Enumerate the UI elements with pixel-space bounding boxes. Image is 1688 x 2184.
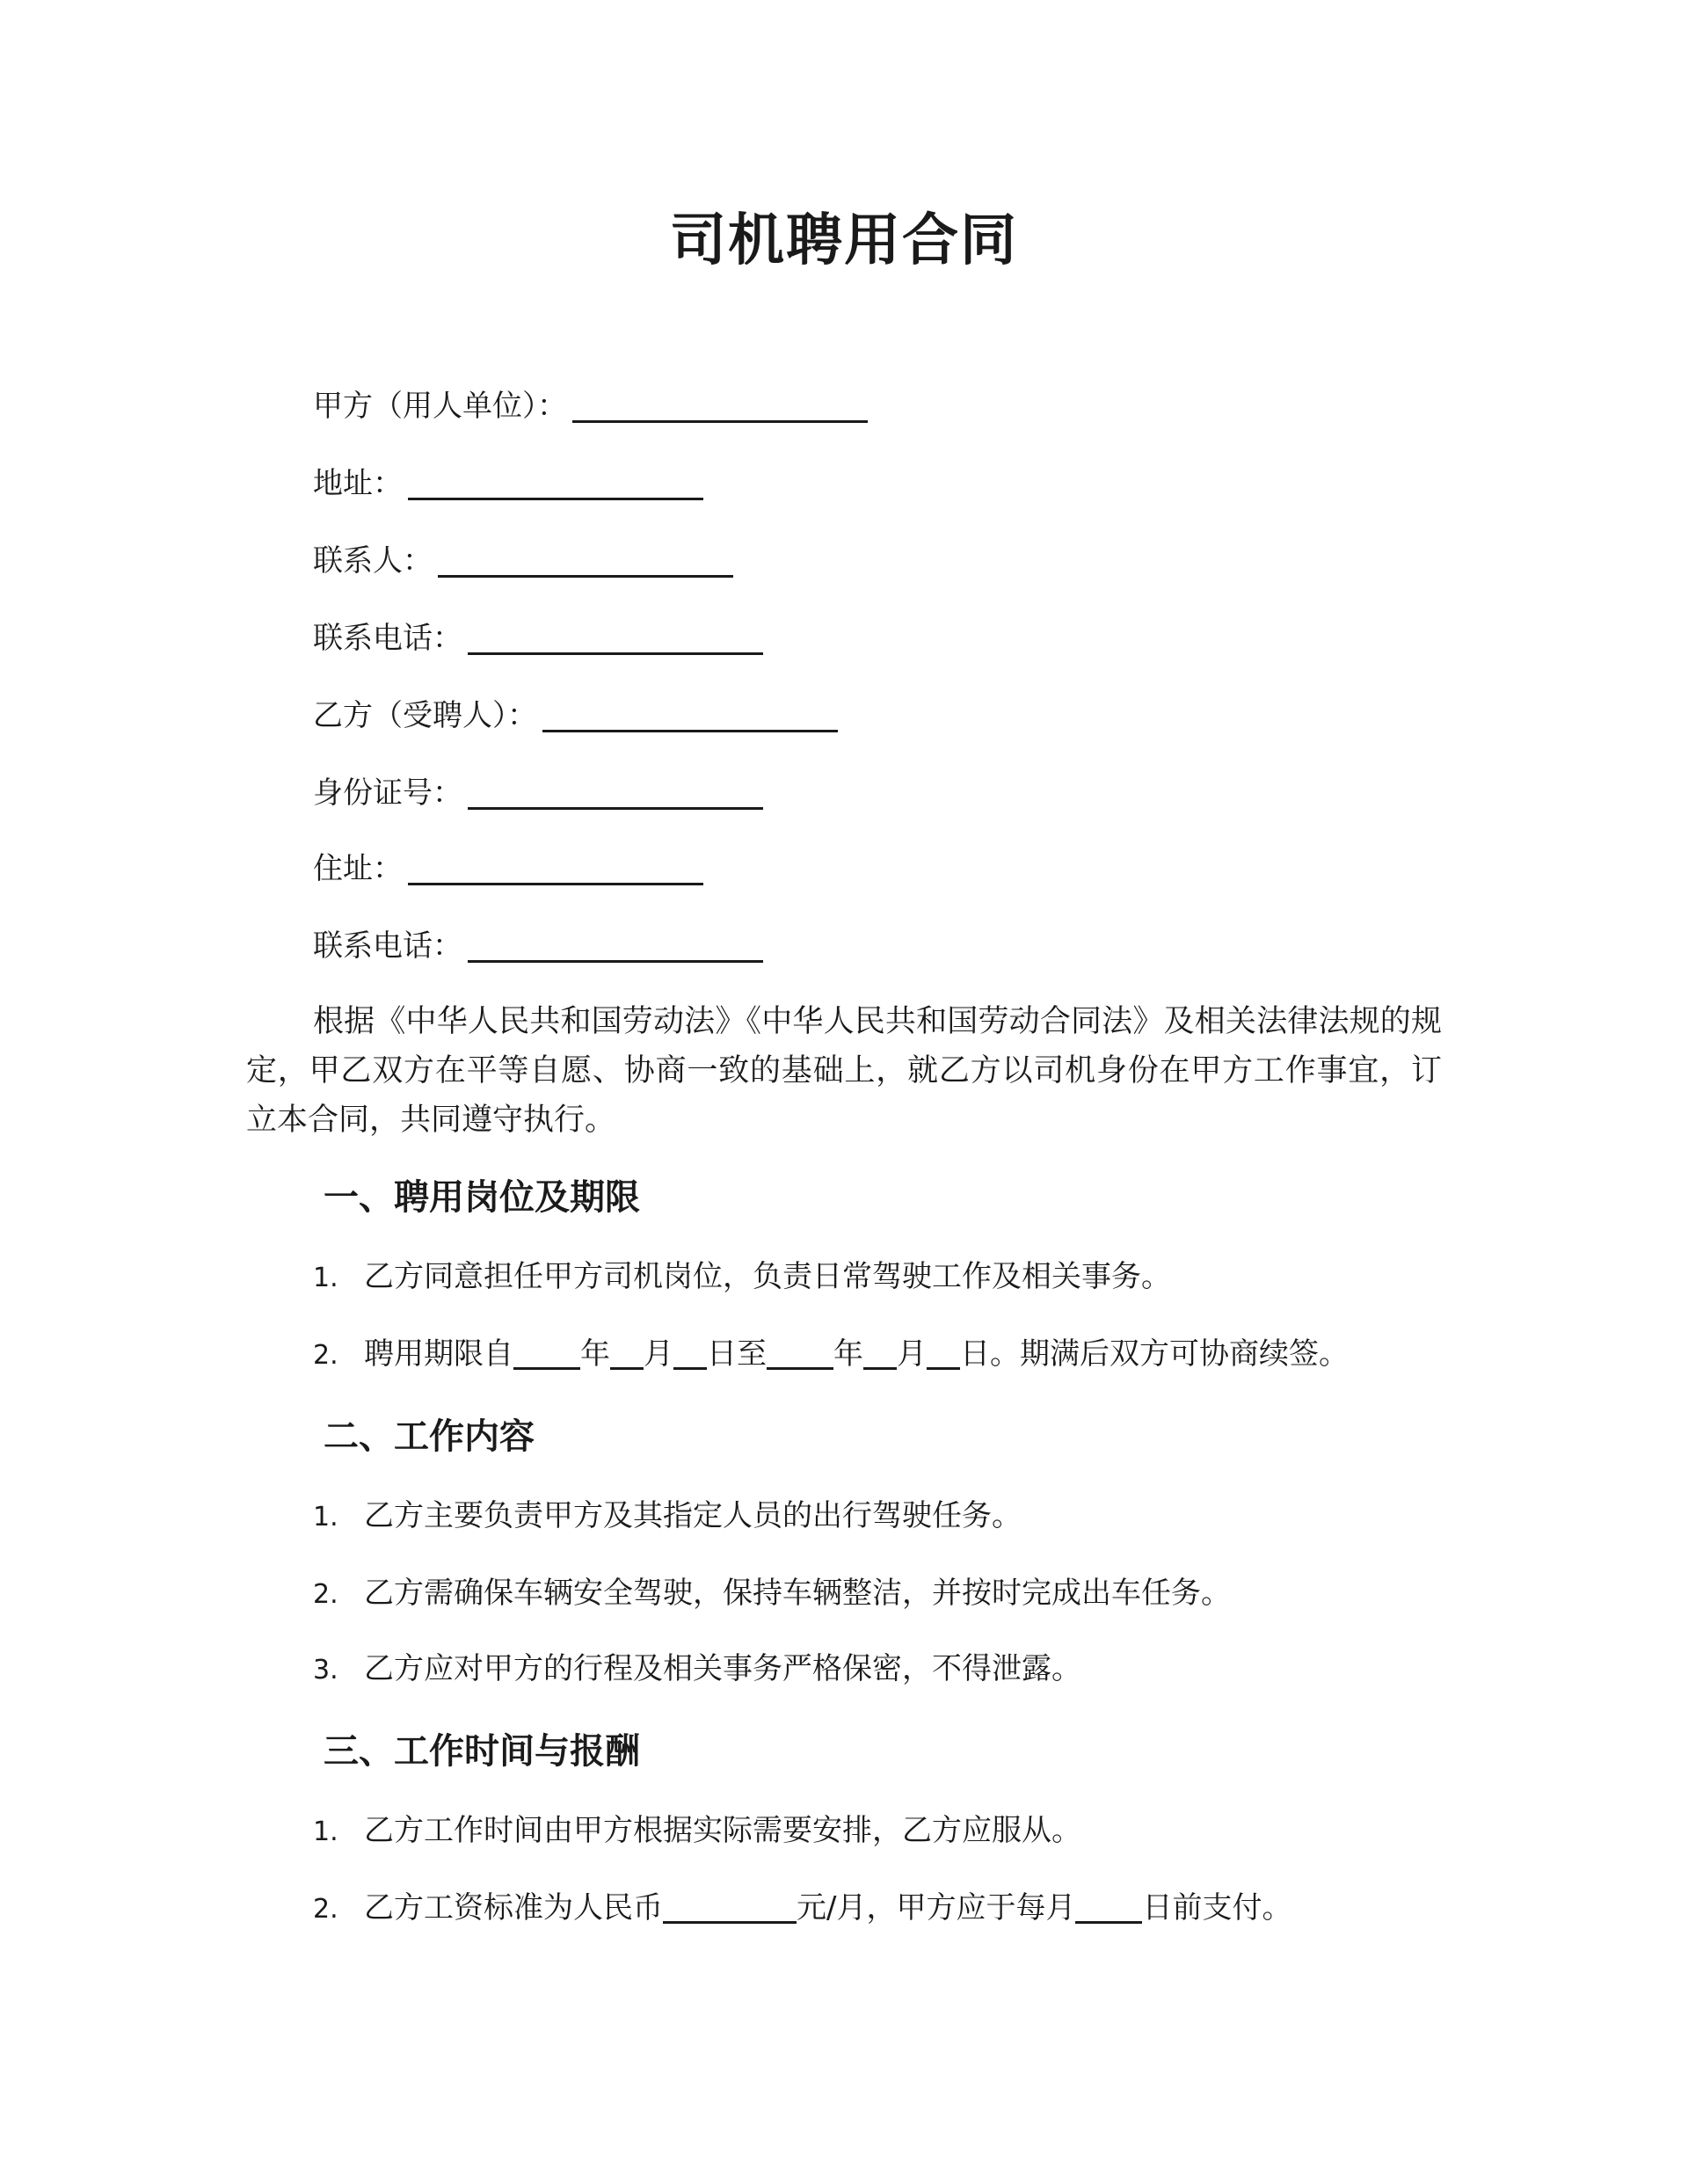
item-text: 日至 bbox=[707, 1336, 767, 1372]
party-a-label: 甲方（用人单位）： bbox=[313, 389, 567, 424]
year-blank[interactable] bbox=[513, 1341, 580, 1370]
item-text: 日。期满后双方可协商续签。 bbox=[960, 1336, 1349, 1372]
party-a-address-label: 地址： bbox=[313, 466, 403, 501]
list-item bbox=[313, 1333, 1349, 1377]
section-heading: 三、工作时间与报酬 bbox=[324, 1731, 640, 1772]
party-a-phone-label: 联系电话： bbox=[313, 621, 462, 656]
party-b-blank[interactable] bbox=[542, 702, 838, 732]
party-a-phone-field bbox=[313, 617, 763, 659]
item-number: 1. bbox=[313, 1816, 338, 1847]
list-item bbox=[313, 1887, 1291, 1931]
item-text: 月 bbox=[644, 1336, 673, 1372]
month-blank[interactable] bbox=[610, 1341, 644, 1370]
party-b-label: 乙方（受聘人）： bbox=[313, 698, 537, 733]
item-text: 月 bbox=[897, 1336, 927, 1372]
party-b-phone-blank[interactable] bbox=[468, 932, 763, 963]
party-b-phone-label: 联系电话： bbox=[313, 928, 462, 964]
item-text: 乙方应对甲方的行程及相关事务严格保密，不得泄露。 bbox=[364, 1651, 1081, 1686]
list-item bbox=[313, 1256, 1171, 1299]
party-a-contact-field bbox=[313, 540, 733, 582]
preamble-paragraph: 根据《中华人民共和国劳动法》《中华人民共和国劳动合同法》及相关法律法规的规定，甲乙双方在平等自愿、协商一致的基础上，就乙方以司机身份在甲方工作事宜，订立本合同，共同遵守执行。 bbox=[246, 1004, 1442, 1138]
party-a-field bbox=[313, 385, 868, 427]
item-number: 2. bbox=[313, 1894, 338, 1925]
list-item bbox=[313, 1495, 1022, 1539]
list-item bbox=[313, 1809, 1081, 1853]
party-b-id-blank[interactable] bbox=[468, 779, 763, 810]
item-text: 元/月，甲方应于每月 bbox=[797, 1890, 1076, 1926]
month-blank[interactable] bbox=[863, 1341, 897, 1370]
day-blank[interactable] bbox=[673, 1341, 707, 1370]
section-heading: 一、聘用岗位及期限 bbox=[324, 1177, 640, 1218]
party-a-contact-blank[interactable] bbox=[438, 547, 733, 578]
party-b-address-blank[interactable] bbox=[408, 855, 703, 885]
section-heading: 二、工作内容 bbox=[324, 1416, 535, 1457]
item-text: 年 bbox=[580, 1336, 610, 1372]
list-item bbox=[313, 1648, 1081, 1692]
pay-day-blank[interactable] bbox=[1075, 1895, 1142, 1924]
day-blank[interactable] bbox=[927, 1341, 960, 1370]
party-b-id-label: 身份证号： bbox=[313, 775, 462, 811]
party-a-phone-blank[interactable] bbox=[468, 624, 763, 655]
party-a-address-blank[interactable] bbox=[408, 470, 703, 500]
item-number: 1. bbox=[313, 1263, 338, 1293]
item-text: 乙方工作时间由甲方根据实际需要安排，乙方应服从。 bbox=[364, 1813, 1081, 1848]
salary-blank[interactable] bbox=[663, 1895, 797, 1924]
item-number: 3. bbox=[313, 1655, 338, 1685]
party-b-id-field bbox=[313, 772, 763, 814]
party-a-address-field bbox=[313, 462, 703, 505]
item-text: 乙方主要负责甲方及其指定人员的出行驾驶任务。 bbox=[364, 1498, 1022, 1533]
party-b-phone-field bbox=[313, 925, 763, 967]
party-a-contact-label: 联系人： bbox=[313, 543, 433, 579]
page-title: 司机聘用合同 bbox=[670, 208, 1018, 273]
party-b-address-label: 住址： bbox=[313, 851, 403, 886]
item-number: 1. bbox=[313, 1502, 338, 1532]
item-text: 乙方工资标准为人民币 bbox=[364, 1890, 663, 1926]
item-number: 2. bbox=[313, 1579, 338, 1610]
party-b-field bbox=[313, 695, 838, 737]
year-blank[interactable] bbox=[767, 1341, 833, 1370]
item-text: 乙方同意担任甲方司机岗位，负责日常驾驶工作及相关事务。 bbox=[364, 1259, 1171, 1294]
party-a-blank[interactable] bbox=[572, 392, 868, 423]
party-b-address-field bbox=[313, 848, 703, 890]
item-text: 乙方需确保车辆安全驾驶，保持车辆整洁，并按时完成出车任务。 bbox=[364, 1576, 1231, 1611]
item-text: 聘用期限自 bbox=[364, 1336, 513, 1372]
item-number: 2. bbox=[313, 1340, 338, 1371]
list-item bbox=[313, 1572, 1231, 1616]
item-text: 日前支付。 bbox=[1142, 1890, 1292, 1926]
item-text: 年 bbox=[833, 1336, 863, 1372]
